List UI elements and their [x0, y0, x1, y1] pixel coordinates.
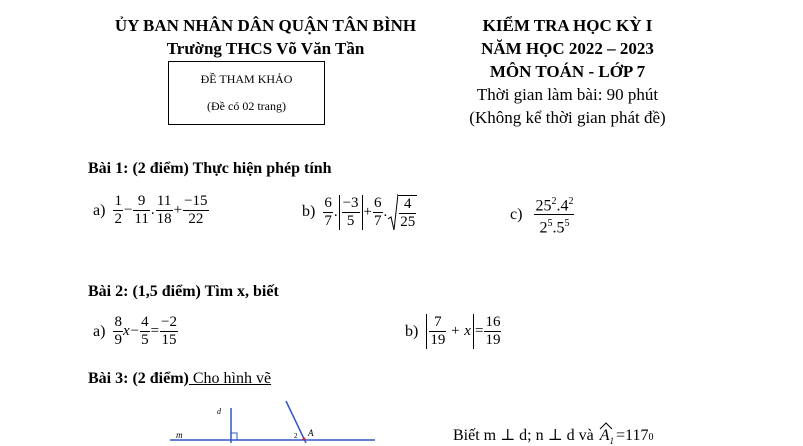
numerator: 8 [114, 314, 122, 330]
reference-label: ĐỀ THAM KHẢO [200, 72, 293, 86]
denominator: 25 [400, 214, 416, 230]
denominator: 11 [134, 211, 149, 227]
numerator: 1 [114, 193, 122, 209]
given-text: Biết m ⊥ d; n ⊥ d và [453, 427, 594, 444]
denominator: 2 [114, 211, 122, 227]
subject-grade: MÔN TOÁN - LỚP 7 [489, 62, 646, 81]
geometry-figure [170, 396, 380, 443]
fraction [156, 193, 173, 228]
district-name: ỦY BAN NHÂN DÂN QUẬN TÂN BÌNH [114, 16, 417, 35]
operator: − [123, 202, 133, 218]
base: 5 [556, 219, 565, 237]
variable-x: x [122, 323, 130, 339]
fraction [399, 196, 416, 231]
numerator: 4 [399, 196, 416, 214]
bai3-title [88, 370, 271, 388]
operator: . [383, 203, 388, 220]
absolute-value [339, 195, 363, 230]
denominator: 15 [161, 332, 177, 348]
exponent: 5 [564, 218, 570, 230]
bai2-part-b [405, 314, 501, 349]
numerator: 11 [156, 193, 172, 209]
fraction [323, 195, 333, 230]
angle-symbol [600, 427, 614, 446]
variable-x: x [464, 322, 471, 339]
numerator: −15 [184, 193, 208, 209]
time-note: (Không kể thời gian phát đề) [469, 108, 666, 127]
label-angle-2: 2 [294, 432, 298, 440]
square-root [388, 193, 417, 231]
numerator: 6 [324, 194, 332, 211]
bai1-c-label: c) [510, 205, 523, 223]
denominator: 19 [430, 332, 446, 348]
exam-title: KIỂM TRA HỌC KỲ I [482, 16, 653, 35]
bai1-title: Bài 1: (2 điểm) Thực hiện phép tính [88, 160, 332, 177]
exponent: 2 [551, 196, 557, 207]
numerator: −2 [161, 314, 178, 330]
numerator: 9 [133, 193, 149, 211]
operator: . [552, 219, 557, 237]
fraction [429, 314, 446, 349]
fraction [534, 193, 574, 237]
right-angle-mark [231, 433, 237, 440]
equals-sign: = [150, 323, 160, 339]
bai3-title-rest: Cho hình vẽ [188, 370, 272, 387]
page-count-note: (Đề có 02 trang) [207, 99, 286, 113]
numerator: 7 [429, 314, 446, 332]
operator: + [173, 202, 183, 218]
angle-subscript: 1 [609, 436, 615, 446]
denominator: 7 [324, 212, 332, 229]
numerator [534, 193, 574, 215]
school-name: Trường THCS Võ Văn Tần [166, 39, 365, 58]
bai1-a-label: a) [93, 201, 106, 219]
numerator: 6 [374, 194, 382, 211]
fraction [373, 195, 383, 230]
exponent: 2 [568, 196, 574, 207]
bai2-part-a [93, 314, 178, 349]
fraction [140, 314, 150, 349]
bai2-b-label: b) [405, 322, 419, 340]
base: 2 [539, 219, 548, 237]
angle-value: =117 [616, 427, 649, 444]
label-a: A [308, 428, 314, 438]
denominator: 5 [141, 332, 149, 348]
denominator: 22 [188, 211, 204, 227]
point-a [303, 438, 306, 441]
fraction [183, 193, 208, 228]
fraction [484, 314, 501, 349]
bai2-a-label: a) [93, 322, 106, 340]
angle-hat-icon [599, 422, 613, 430]
angle-letter: A [599, 427, 610, 444]
numerator: 4 [141, 314, 149, 330]
operator: . [150, 202, 155, 218]
fraction [113, 314, 123, 349]
base: 4 [560, 197, 569, 215]
label-m: m [176, 430, 183, 440]
base: 25 [535, 197, 552, 215]
equals-sign: = [474, 323, 484, 339]
denominator: 18 [156, 211, 172, 227]
operator: − [130, 323, 140, 339]
bai1-part-a [93, 193, 209, 228]
operator: + [451, 322, 460, 339]
operator: . [556, 197, 561, 215]
radical-sign-icon [388, 193, 398, 231]
operator: . [333, 203, 338, 220]
fraction [342, 195, 360, 230]
absolute-value [426, 314, 474, 349]
bai1-part-b [302, 193, 417, 231]
reference-box [168, 61, 325, 125]
fraction [160, 314, 178, 349]
denominator: 9 [114, 332, 122, 348]
bai1-b-label: b) [302, 203, 316, 220]
denominator [534, 215, 574, 236]
exponent: 5 [547, 218, 553, 230]
numerator: 16 [485, 314, 501, 330]
denominator: 5 [346, 212, 355, 229]
operator: + [363, 203, 373, 220]
label-d: d [217, 407, 221, 416]
bai1-part-c [510, 193, 574, 237]
degree-mark: 0 [648, 432, 654, 443]
numerator: −3 [342, 194, 359, 211]
bai3-title-bold: Bài 3: (2 điểm) [88, 370, 189, 387]
denominator: 19 [485, 332, 501, 348]
bai2-title: Bài 2: (1,5 điểm) Tìm x, biết [88, 283, 279, 300]
time-limit: Thời gian làm bài: 90 phút [476, 85, 659, 104]
denominator: 7 [374, 212, 382, 229]
fraction [133, 193, 149, 228]
fraction [113, 193, 123, 228]
school-year: NĂM HỌC 2022 – 2023 [481, 39, 654, 58]
